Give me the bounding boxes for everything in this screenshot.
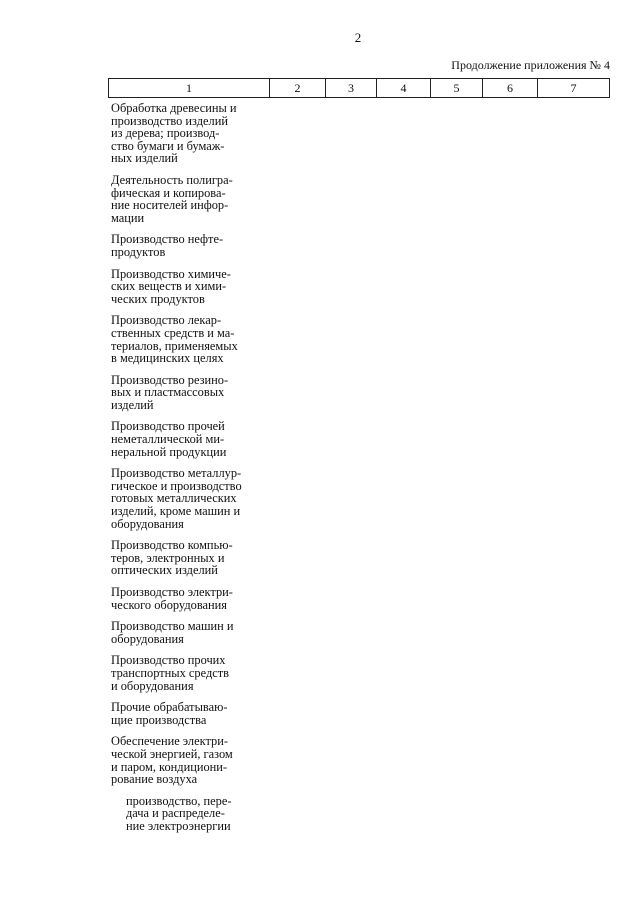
continuation-label: Продолжение приложения № 4 xyxy=(451,58,610,72)
table-row: Обеспечение электри- ческой энергией, газом и паром, кондициони- рование воздуха xyxy=(111,734,233,787)
column-header-row xyxy=(109,79,610,98)
table-row: Деятельность полигра- фическая и копирова- ние носителей инфор- мации xyxy=(111,172,233,225)
table-row: Производство компью- теров, электронных и оптических изделий xyxy=(111,538,233,578)
table-row: Прочие обрабатываю- щие производства xyxy=(111,700,228,727)
column-header-6: 6 xyxy=(483,79,538,98)
table-row: Производство электри- ческого оборудования xyxy=(111,585,233,612)
column-header-7: 7 xyxy=(538,79,610,98)
column-header-3: 3 xyxy=(326,79,377,98)
industry-list xyxy=(111,102,271,842)
table-row: Обработка древесины и производство изделий из дерева; производ- ство бумаги и бумаж- ных изделий xyxy=(111,101,237,166)
table-row: Производство резино- вых и пластмассовых изделий xyxy=(111,372,229,412)
column-header-5: 5 xyxy=(431,79,483,98)
table-row: Производство машин и оборудования xyxy=(111,619,234,646)
table-row: Производство металлур- гическое и производство готовых металлических изделий, кроме машин и оборудования xyxy=(111,466,242,531)
table-row: Производство нефте- продуктов xyxy=(111,232,224,259)
table-row: Производство прочей неметаллической ми- неральной продукции xyxy=(111,419,227,459)
column-header-4: 4 xyxy=(377,79,431,98)
table-row: Производство лекар- ственных средств и ма- териалов, применяемых в медицинских целях xyxy=(111,313,238,366)
table-row: Производство прочих транспортных средств и оборудования xyxy=(111,653,230,693)
column-header-1: 1 xyxy=(109,79,270,98)
column-header-2: 2 xyxy=(270,79,326,98)
table-row: Производство химиче- ских веществ и хими- ческих продуктов xyxy=(111,266,231,306)
page-number: 2 xyxy=(354,30,362,45)
column-header-table xyxy=(108,78,610,98)
table-row-sub-item: производство, пере- дача и распределе- ние электроэнергии xyxy=(126,793,232,833)
